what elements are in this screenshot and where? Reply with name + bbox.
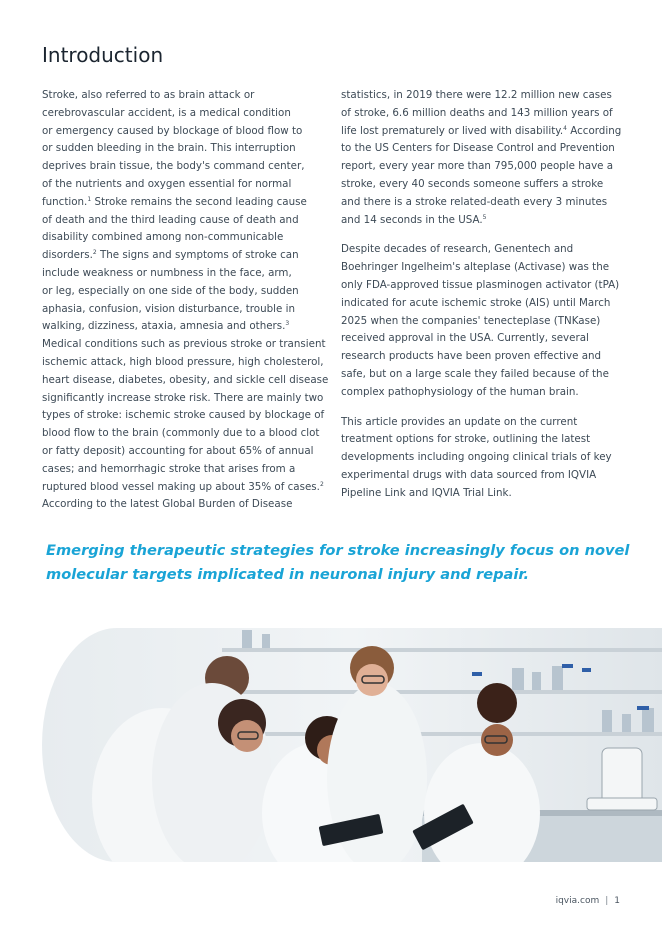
text-line: or sudden bleeding in the brain. This interruption <box>42 142 296 155</box>
text-line: only FDA-approved tissue plasminogen activator (tPA) <box>341 278 620 291</box>
text-line: This article provides an update on the current <box>341 415 578 428</box>
footer-separator: | <box>605 896 609 906</box>
text-line: include weakness or numbness in the face, arm, <box>42 266 292 279</box>
text-line: of the nutrients and oxygen essential for normal <box>42 177 292 190</box>
text-line: life lost prematurely or lived with disability.$^4$ According <box>341 124 622 137</box>
text-line: treatment options for stroke, outlining the latest <box>341 433 591 446</box>
text-line: experimental drugs with data sourced from IQVIA <box>341 468 597 481</box>
article-purpose-paragraph <box>341 414 621 503</box>
text-line: ruptured blood vessel making up about 35% of cases.$^2$ <box>42 480 324 493</box>
pull-quote <box>46 539 636 587</box>
right-column <box>341 87 621 503</box>
intro-paragraph <box>42 87 329 514</box>
text-line: Stroke, also referred to as brain attack or <box>42 89 255 101</box>
text-line: Medical conditions such as previous stroke or transient <box>42 338 326 351</box>
reference-marker: 3 <box>285 320 290 328</box>
text-line: received approval in the USA. Currently, several <box>341 332 589 345</box>
text-line: stroke, every 40 seconds someone suffers a stroke <box>341 177 604 190</box>
site-link[interactable]: iqvia.com <box>555 896 600 906</box>
text-line: research products have been proven effective and <box>341 350 602 363</box>
reference-marker: 4 <box>563 124 567 132</box>
reference-marker: 5 <box>482 213 487 221</box>
text-line: complex pathophysiology of the human brain. <box>341 385 579 398</box>
text-line: types of stroke: ischemic stroke caused by blockage of <box>42 409 325 422</box>
text-line: safe, but on a large scale they failed because of the <box>341 367 609 380</box>
page-footer <box>556 896 620 906</box>
treatments-paragraph <box>341 241 621 401</box>
text-line: report, every year more than 795,000 people have a <box>341 160 614 173</box>
text-line: Despite decades of research, Genentech and <box>341 243 574 256</box>
text-line: significantly increase stroke risk. There are mainly two <box>42 391 324 404</box>
pull-quote-line: Emerging therapeutic strategies for stroke increasingly focus on novel <box>46 542 630 559</box>
text-line: of stroke, 6.6 million deaths and 143 million years of <box>341 106 613 119</box>
text-line: statistics, in 2019 there were 12.2 million new cases <box>341 89 612 101</box>
text-line: developments including ongoing clinical trials of key <box>341 451 612 464</box>
text-line: of death and the third leading cause of death and <box>42 213 299 226</box>
text-line: and 14 seconds in the USA.$^5$ <box>341 213 487 226</box>
text-line: ischemic attack, high blood pressure, high cholesterol, <box>42 355 324 368</box>
text-line: 2025 when the companies' tenecteplase (TNKase) <box>341 314 601 327</box>
text-line: or leg, especially on one side of the body, sudden <box>42 284 299 297</box>
lab-scene-illustration <box>42 628 662 862</box>
text-line: disorders.$^2$ The signs and symptoms of stroke can <box>42 249 299 262</box>
page-number: 1 <box>614 896 620 906</box>
text-line: cerebrovascular accident, is a medical condition <box>42 106 291 119</box>
text-line: walking, dizziness, ataxia, amnesia and others.$^3$ <box>42 320 290 333</box>
reference-marker: 1 <box>87 195 92 203</box>
pull-quote-line: molecular targets implicated in neuronal injury and repair. <box>46 566 530 583</box>
text-line: heart disease, diabetes, obesity, and sickle cell disease <box>42 373 329 386</box>
lab-scientists-photo <box>42 628 662 862</box>
text-line: or fatty deposit) accounting for about 65% of annual <box>42 444 314 457</box>
text-line: aphasia, confusion, vision disturbance, trouble in <box>42 302 296 315</box>
text-line: indicated for acute ischemic stroke (AIS) until March <box>341 296 611 309</box>
text-line: deprives brain tissue, the body's command center, <box>42 160 305 173</box>
text-line: disability combined among non-communicable <box>42 231 284 244</box>
page-title: Introduction <box>42 43 164 67</box>
text-line: Boehringer Ingelheim's alteplase (Activase) was the <box>341 261 610 274</box>
text-line: cases; and hemorrhagic stroke that arises from a <box>42 462 296 475</box>
left-column <box>42 87 329 514</box>
text-line: function.$^1$ Stroke remains the second leading cause <box>42 195 307 208</box>
statistics-paragraph <box>341 87 621 229</box>
text-line: Pipeline Link and IQVIA Trial Link. <box>341 486 512 499</box>
text-line: or emergency caused by blockage of blood flow to <box>42 124 303 137</box>
reference-marker: 2 <box>319 480 324 488</box>
text-line: and there is a stroke related-death every 3 minutes <box>341 195 608 208</box>
text-line: blood flow to the brain (commonly due to a blood clot <box>42 427 320 440</box>
text-line: According to the latest Global Burden of Disease <box>42 498 293 511</box>
reference-marker: 2 <box>92 249 97 257</box>
text-line: to the US Centers for Disease Control and Prevention <box>341 142 615 155</box>
